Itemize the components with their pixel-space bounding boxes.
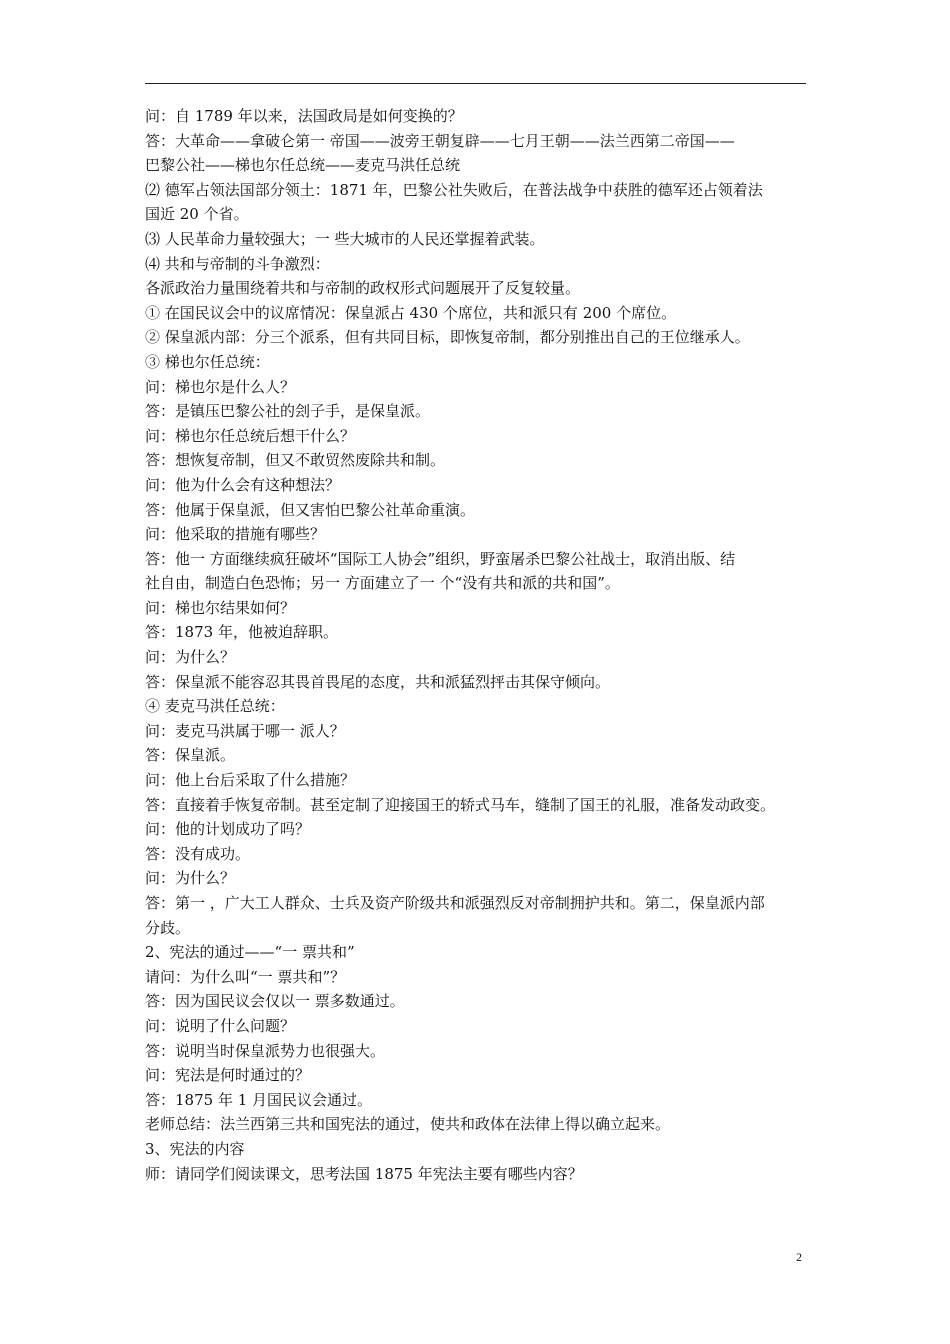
text-line: 答：想恢复帝制，但又不敢贸然废除共和制。 bbox=[145, 451, 446, 470]
text-line: 问：宪法是何时通过的？ bbox=[145, 1066, 311, 1085]
text-line: 答：是镇压巴黎公社的刽子手，是保皇派。 bbox=[145, 402, 431, 421]
text-line: 答：1875 年 1 月国民议会通过。 bbox=[145, 1090, 373, 1109]
text-line: ⑵ 德军占领法国部分领土：1871 年，巴黎公社失败后，在普法战争中获胜的德军还占领着法 bbox=[145, 180, 763, 199]
text-line: 问：为什么？ bbox=[145, 648, 236, 667]
text-line: 社自由，制造白色恐怖；另一 方面建立了一 个“没有共和派的共和国”。 bbox=[145, 574, 620, 593]
text-line: 巴黎公社——梯也尔任总统——麦克马洪任总统 bbox=[145, 156, 461, 175]
document-body bbox=[145, 104, 817, 1186]
text-line: 国近 20 个省。 bbox=[145, 205, 249, 224]
page-number: 2 bbox=[796, 1250, 802, 1264]
text-line: 问：他采取的措施有哪些？ bbox=[145, 525, 326, 544]
text-line: 请问：为什么叫“一 票共和”？ bbox=[145, 967, 346, 986]
text-line: 2、宪法的通过——“一 票共和” bbox=[145, 943, 355, 962]
text-line: 答：保皇派不能容忍其畏首畏尾的态度，共和派猛烈抨击其保守倾向。 bbox=[145, 672, 611, 691]
text-line: 问：麦克马洪属于哪一 派人？ bbox=[145, 721, 345, 740]
text-line: 问：梯也尔结果如何？ bbox=[145, 598, 296, 617]
text-line: 答：第一 ，广大工人群众、士兵及资产阶级共和派强烈反对帝制拥护共和。第二，保皇派内部 bbox=[145, 894, 765, 912]
text-line: 答：没有成功。 bbox=[145, 844, 251, 863]
text-line: 问：他的计划成功了吗？ bbox=[145, 820, 311, 839]
text-line: 答：因为国民议会仅以一 票多数通过。 bbox=[145, 992, 405, 1011]
text-line: 答：说明当时保皇派势力也很强大。 bbox=[145, 1041, 386, 1060]
text-line: 问：他为什么会有这种想法？ bbox=[145, 475, 341, 494]
text-line: ⑶ 人民革命力量较强大；一 些大城市的人民还掌握着武装。 bbox=[145, 229, 545, 248]
header-rule bbox=[145, 83, 806, 84]
text-line: 老师总结：法兰西第三共和国宪法的通过，使共和政体在法律上得以确立起来。 bbox=[145, 1115, 671, 1134]
text-line: 问：梯也尔任总统后想干什么？ bbox=[145, 426, 356, 445]
text-line: 分歧。 bbox=[145, 918, 191, 937]
text-line: ② 保皇派内部：分三个派系，但有共同目标，即恢复帝制，都分别推出自己的王位继承人。 bbox=[145, 328, 750, 347]
text-line: 问：自 1789 年以来，法国政局是如何变换的？ bbox=[145, 107, 463, 125]
text-line: 答：1873 年，他被迫辞职。 bbox=[145, 623, 338, 642]
text-line: 问：说明了什么问题？ bbox=[145, 1016, 296, 1035]
text-line: ⑷ 共和与帝制的斗争激烈： bbox=[145, 254, 330, 273]
text-line: 各派政治力量围绕着共和与帝制的政权形式问题展开了反复较量。 bbox=[145, 279, 581, 298]
text-line: 3、宪法的内容 bbox=[145, 1139, 245, 1158]
text-line: ③ 梯也尔任总统： bbox=[145, 352, 270, 371]
text-line: 答：他一 方面继续疯狂破坏“国际工人协会”组织，野蛮屠杀巴黎公社战士，取消出版、结 bbox=[145, 549, 736, 568]
text-line: 答：大革命——拿破仑第一 帝国——波旁王朝复辟——七月王朝——法兰西第二帝国—— bbox=[145, 131, 735, 150]
text-line: 答：保皇派。 bbox=[145, 746, 236, 765]
text-line: ④ 麦克马洪任总统： bbox=[145, 697, 285, 716]
text-line: 问：梯也尔是什么人？ bbox=[145, 377, 296, 396]
text-line: ① 在国民议会中的议席情况：保皇派占 430 个席位，共和派只有 200 个席位。 bbox=[145, 303, 677, 322]
text-line: 答：直接着手恢复帝制。甚至定制了迎接国王的轿式马车，缝制了国王的礼服，准备发动政变。 bbox=[145, 795, 776, 814]
text-line: 问：为什么？ bbox=[145, 869, 236, 888]
text-line: 答：他属于保皇派，但又害怕巴黎公社革命重演。 bbox=[145, 500, 476, 519]
text-line: 师：请同学们阅读课文，思考法国 1875 年宪法主要有哪些内容？ bbox=[145, 1164, 583, 1183]
text-line: 问：他上台后采取了什么措施？ bbox=[145, 771, 356, 790]
